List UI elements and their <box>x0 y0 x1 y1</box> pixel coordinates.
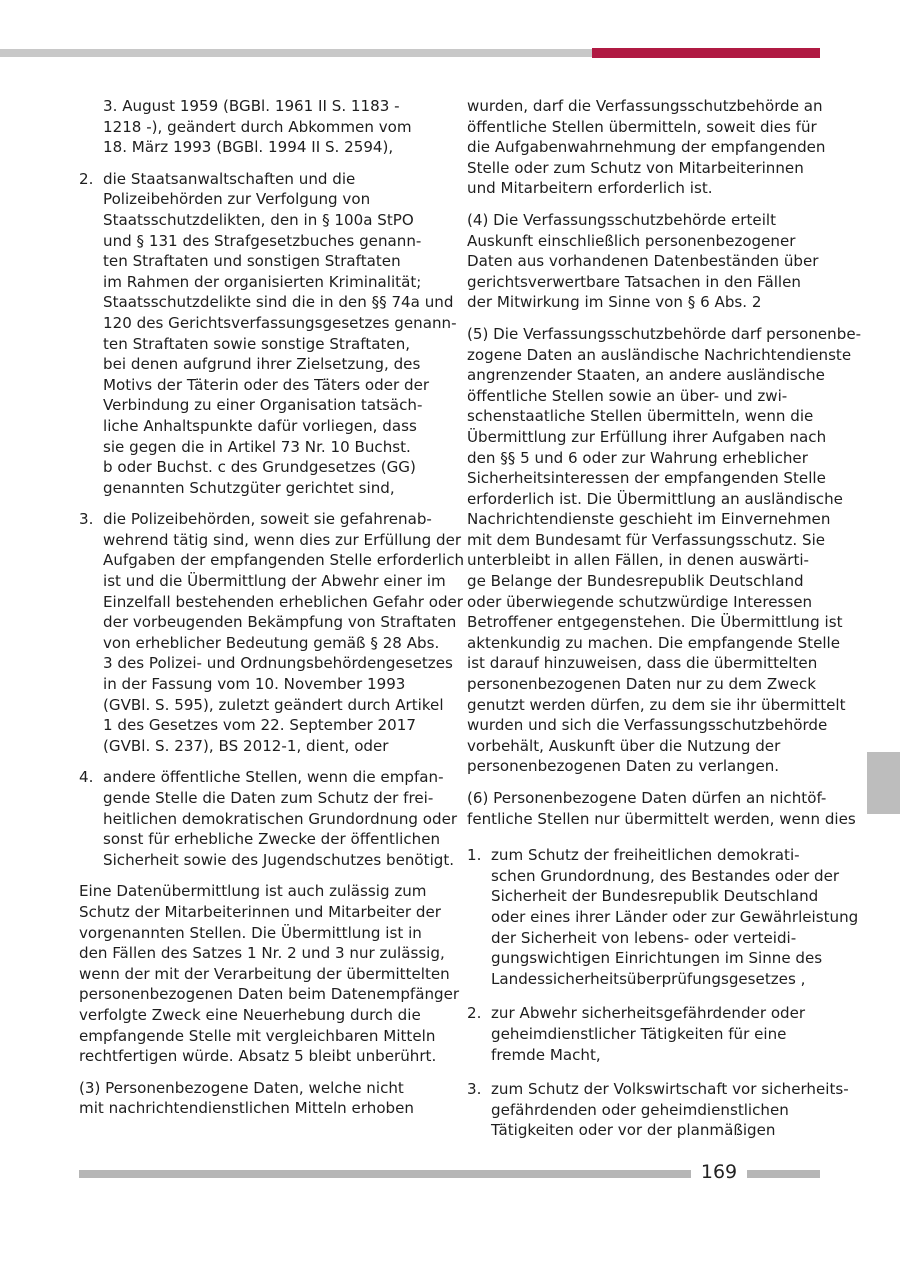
right-column <box>467 96 862 1141</box>
footer-rule-left <box>79 1170 691 1178</box>
list-item-number: 2. <box>79 169 94 188</box>
list-item: 2. die Staatsanwaltschaften und die Polizeibehörden zur Verfolgung von Staatsschutzdelikten, den in § 100a StPO und § 131 des Strafgesetzbuches genann- ten Straftaten und sonstigen Straftaten im Rahmen der organisierten Kriminalität; Staatsschutzdelikte sind die in den §§ 74a und 120 des Gerichtsverfassungsgesetzes genann- ten Straftaten sowie sonstige Straftaten, bei denen aufgrund ihrer Zielsetzung, des Motivs der Täterin oder des Täters oder der Verbindung zu einer Organisation tatsäch- liche Anhaltspunkte dafür vorliegen, dass sie gegen die in Artikel 73 Nr. 10 Buchst. b oder Buchst. c des Grundgesetzes (GG) genannten Schutzgüter gerichtet sind, <box>79 169 457 497</box>
list-item-number: 2. <box>467 1004 482 1023</box>
paragraph-text: Eine Datenübermittlung ist auch zulässig zum Schutz der Mitarbeiterinnen und Mitarbeiter der vorgenannten Stellen. Die Übermittlung ist in den Fällen des Satzes 1 Nr. 2 und 3 nur zulässig, wenn der mit der Verarbeitung der übermittelten personenbezogenen Daten beim Datenempfänger verfolgte Zweck eine Neuerhebung durch die empfangende Stelle mit vergleichbaren Mitteln rechtfertigen würde. Absatz 5 bleibt unberührt. <box>79 882 460 1066</box>
list-item-number: 3. <box>79 510 94 529</box>
list-item-number: 1. <box>467 846 482 865</box>
left-column <box>79 96 465 1119</box>
list-item: 3. zum Schutz der Volkswirtschaft vor sicherheits- gefährdenden oder geheimdienstlichen Tätigkeiten oder vor der planmäßigen <box>467 1080 849 1140</box>
section-6-text: (6) Personenbezogene Daten dürfen an nichtöf- fentliche Stellen nur übermittelt werden, wenn dies <box>467 789 856 828</box>
header-rule-grey <box>0 49 592 57</box>
footer-rule-right <box>747 1170 820 1178</box>
list-item: 2. zur Abwehr sicherheitsgefährdender oder geheimdienstlicher Tätigkeiten für eine fremde Macht, <box>467 1004 806 1064</box>
thumb-index-tab <box>867 752 900 814</box>
list-item: 3. die Polizeibehörden, soweit sie gefahrenab- wehrend tätig sind, wenn dies zur Erfüllung der Aufgaben der empfangenden Stelle erforderlich ist und die Übermittlung der Abwehr einer im Einzelfall bestehenden erheblichen Gefahr oder der vorbeugenden Bekämpfung von Straftaten von erheblicher Bedeutung gemäß § 28 Abs. 3 des Polizei- und Ordnungsbehördengesetzes in der Fassung vom 10. November 1993 (GVBl. S. 595), zuletzt geändert durch Artikel 1 des Gesetzes vom 22. September 2017 (GVBl. S. 237), BS 2012-1, dient, oder <box>79 510 465 755</box>
list-item: 4. andere öffentliche Stellen, wenn die empfan- gende Stelle die Daten zum Schutz der frei- heitlichen demokratischen Grundordnung oder sonst für erhebliche Zwecke der öffentlichen Sicherheit sowie des Jugendschutzes benötigt. <box>79 768 458 869</box>
list-item-number: 3. <box>467 1080 482 1099</box>
section-4-text: (4) Die Verfassungsschutzbehörde erteilt Auskunft einschließlich personenbezogener Daten aus vorhandenen Datenbeständen über gerichtsverwertbare Tatsachen in den Fällen der Mitwirkung im Sinne von § 6 Abs. 2 <box>467 210 819 312</box>
continuation-text: wurden, darf die Verfassungsschutzbehörde an öffentliche Stellen übermitteln, soweit dies für die Aufgabenwahrnehmung der empfangenden Stelle oder zum Schutz von Mitarbeiterinnen und Mitarbeitern erforderlich ist. <box>467 97 826 198</box>
header-rule-accent <box>592 48 820 58</box>
list-item: 1. zum Schutz der freiheitlichen demokrati- schen Grundordnung, des Bestandes oder der Sicherheit der Bundesrepublik Deutschland oder eines ihrer Länder oder zur Gewährleistung der Sicherheit von lebens- oder verteidi- gungswichtigen Einrichtungen im Sinne des Landessicherheitsüberprüfungsgesetzes , <box>467 846 859 988</box>
continuation-text: 3. August 1959 (BGBl. 1961 II S. 1183 - 1218 -), geändert durch Abkommen vom 18. März 1993 (BGBl. 1994 II S. 2594), <box>103 97 412 157</box>
section-3-text: (3) Personenbezogene Daten, welche nicht mit nachrichtendienstlichen Mitteln erhoben <box>79 1078 414 1118</box>
page-number: 169 <box>700 1161 738 1183</box>
section-5-text: (5) Die Verfassungsschutzbehörde darf personenbe- zogene Daten an ausländische Nachrichtendienste angrenzender Staaten, an andere ausländische öffentliche Stellen sowie an über- und zwi- schenstaatliche Stellen übermitteln, wenn die Übermittlung zur Erfüllung ihrer Aufgaben nach den §§ 5 und 6 oder zur Wahrung erheblicher Sicherheitsinteressen der empfangenden Stelle erforderlich ist. Die Übermittlung an ausländische Nachrichtendienste geschieht im Einvernehmen mit dem Bundesamt für Verfassungsschutz. Sie unterbleibt in allen Fällen, in denen auswärti- ge Belange der Bundesrepublik Deutschland oder überwiegende schutzwürdige Interessen Betroffener entgegenstehen. Die Übermittlung ist aktenkundig zu machen. Die empfangende Stelle ist darauf hinzuweisen, dass die übermittelten personenbezogenen Daten nur zu dem Zweck genutzt werden dürfen, zu dem sie ihr übermittelt wurden und sich die Verfassungsschutzbehörde vorbehält, Auskunft über die Nutzung der personenbezogenen Daten zu verlangen. <box>467 324 862 776</box>
list-item-number: 4. <box>79 768 94 787</box>
